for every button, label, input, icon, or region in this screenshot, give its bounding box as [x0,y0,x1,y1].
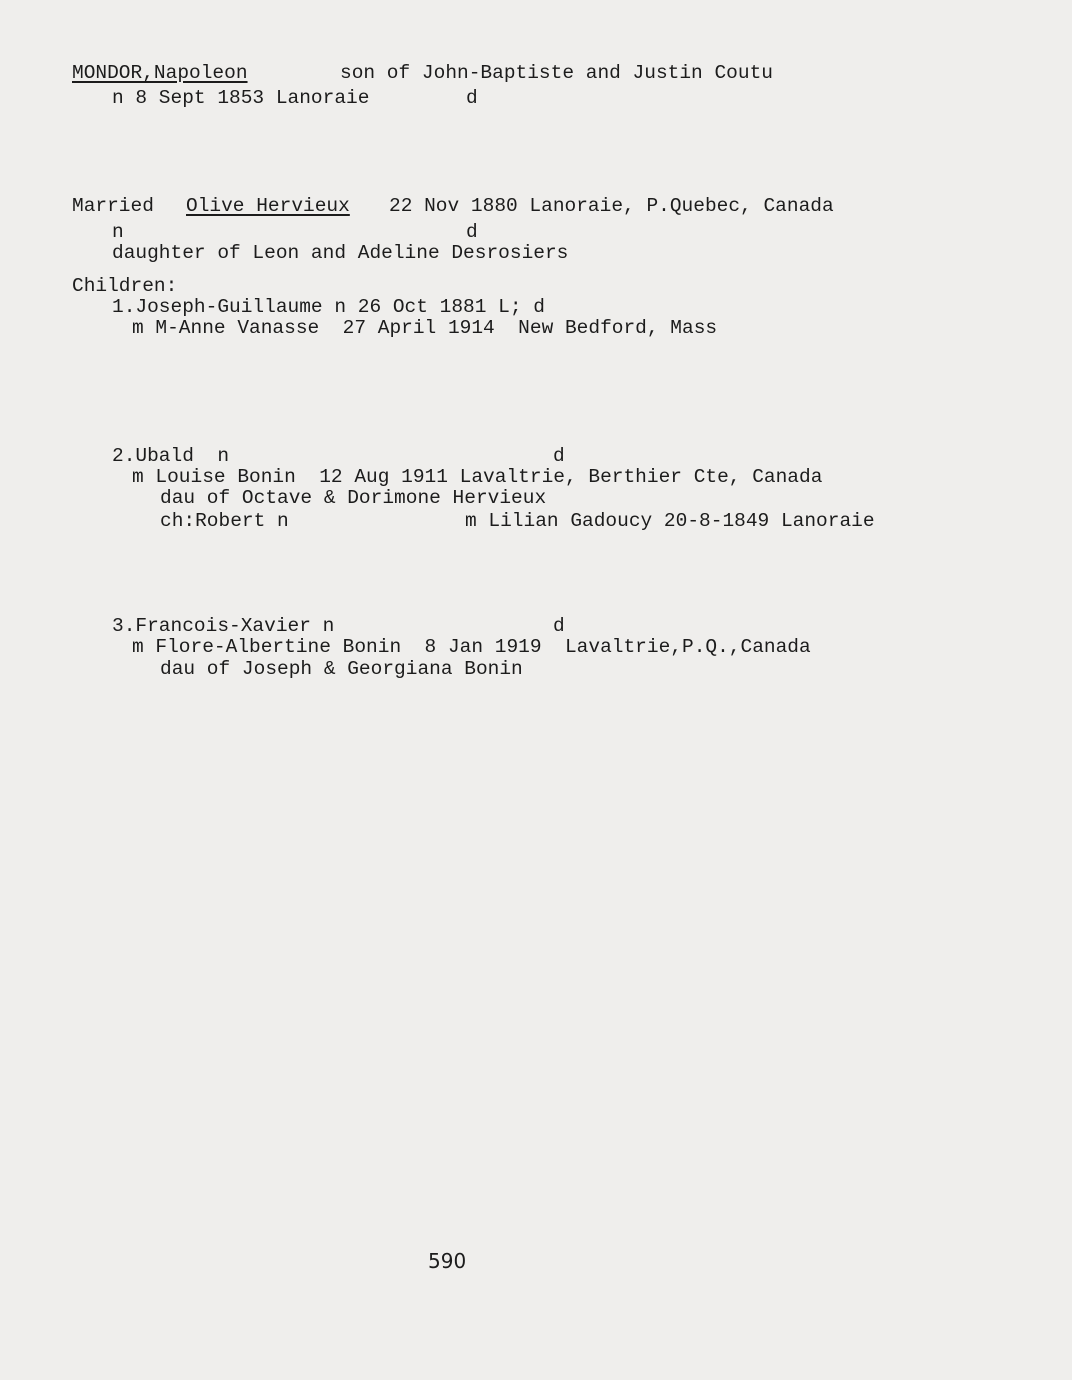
child-1-name: 1.Joseph-Guillaume n 26 Oct 1881 L; d [112,296,545,318]
person-death: d [466,87,478,109]
child-3-death: d [553,615,565,637]
child-2-child-marriage: m Lilian Gadoucy 20-8-1849 Lanoraie [465,510,875,532]
child-3-name: 3.Francois-Xavier n [112,615,335,637]
person-birth: n 8 Sept 1853 Lanoraie [112,87,370,109]
child-3-marriage: m Flore-Albertine Bonin 8 Jan 1919 Lavaltrie,P.Q.,Canada [132,636,811,658]
spouse-name: Olive Hervieux [186,195,350,217]
marriage-prefix: Married [72,195,154,217]
marriage-details: 22 Nov 1880 Lanoraie, P.Quebec, Canada [389,195,834,217]
spouse-parents: daughter of Leon and Adeline Desrosiers [112,242,569,264]
child-2-spouse-parents: dau of Octave & Dorimone Hervieux [160,487,547,509]
child-2-name: 2.Ubald n [112,445,230,467]
spouse-death: d [466,221,478,243]
child-2-child-name: ch:Robert n [160,510,289,532]
page-number: 590 [428,1249,467,1273]
child-3-spouse-parents: dau of Joseph & Georgiana Bonin [160,658,523,680]
child-2-marriage: m Louise Bonin 12 Aug 1911 Lavaltrie, Berthier Cte, Canada [132,466,823,488]
person-name: MONDOR,Napoleon [72,62,248,84]
children-heading: Children: [72,275,178,297]
child-2-death: d [553,445,565,467]
person-parents: son of John-Baptiste and Justin Coutu [340,62,773,84]
spouse-birth: n [112,221,124,243]
child-1-marriage: m M-Anne Vanasse 27 April 1914 New Bedford, Mass [132,317,718,339]
